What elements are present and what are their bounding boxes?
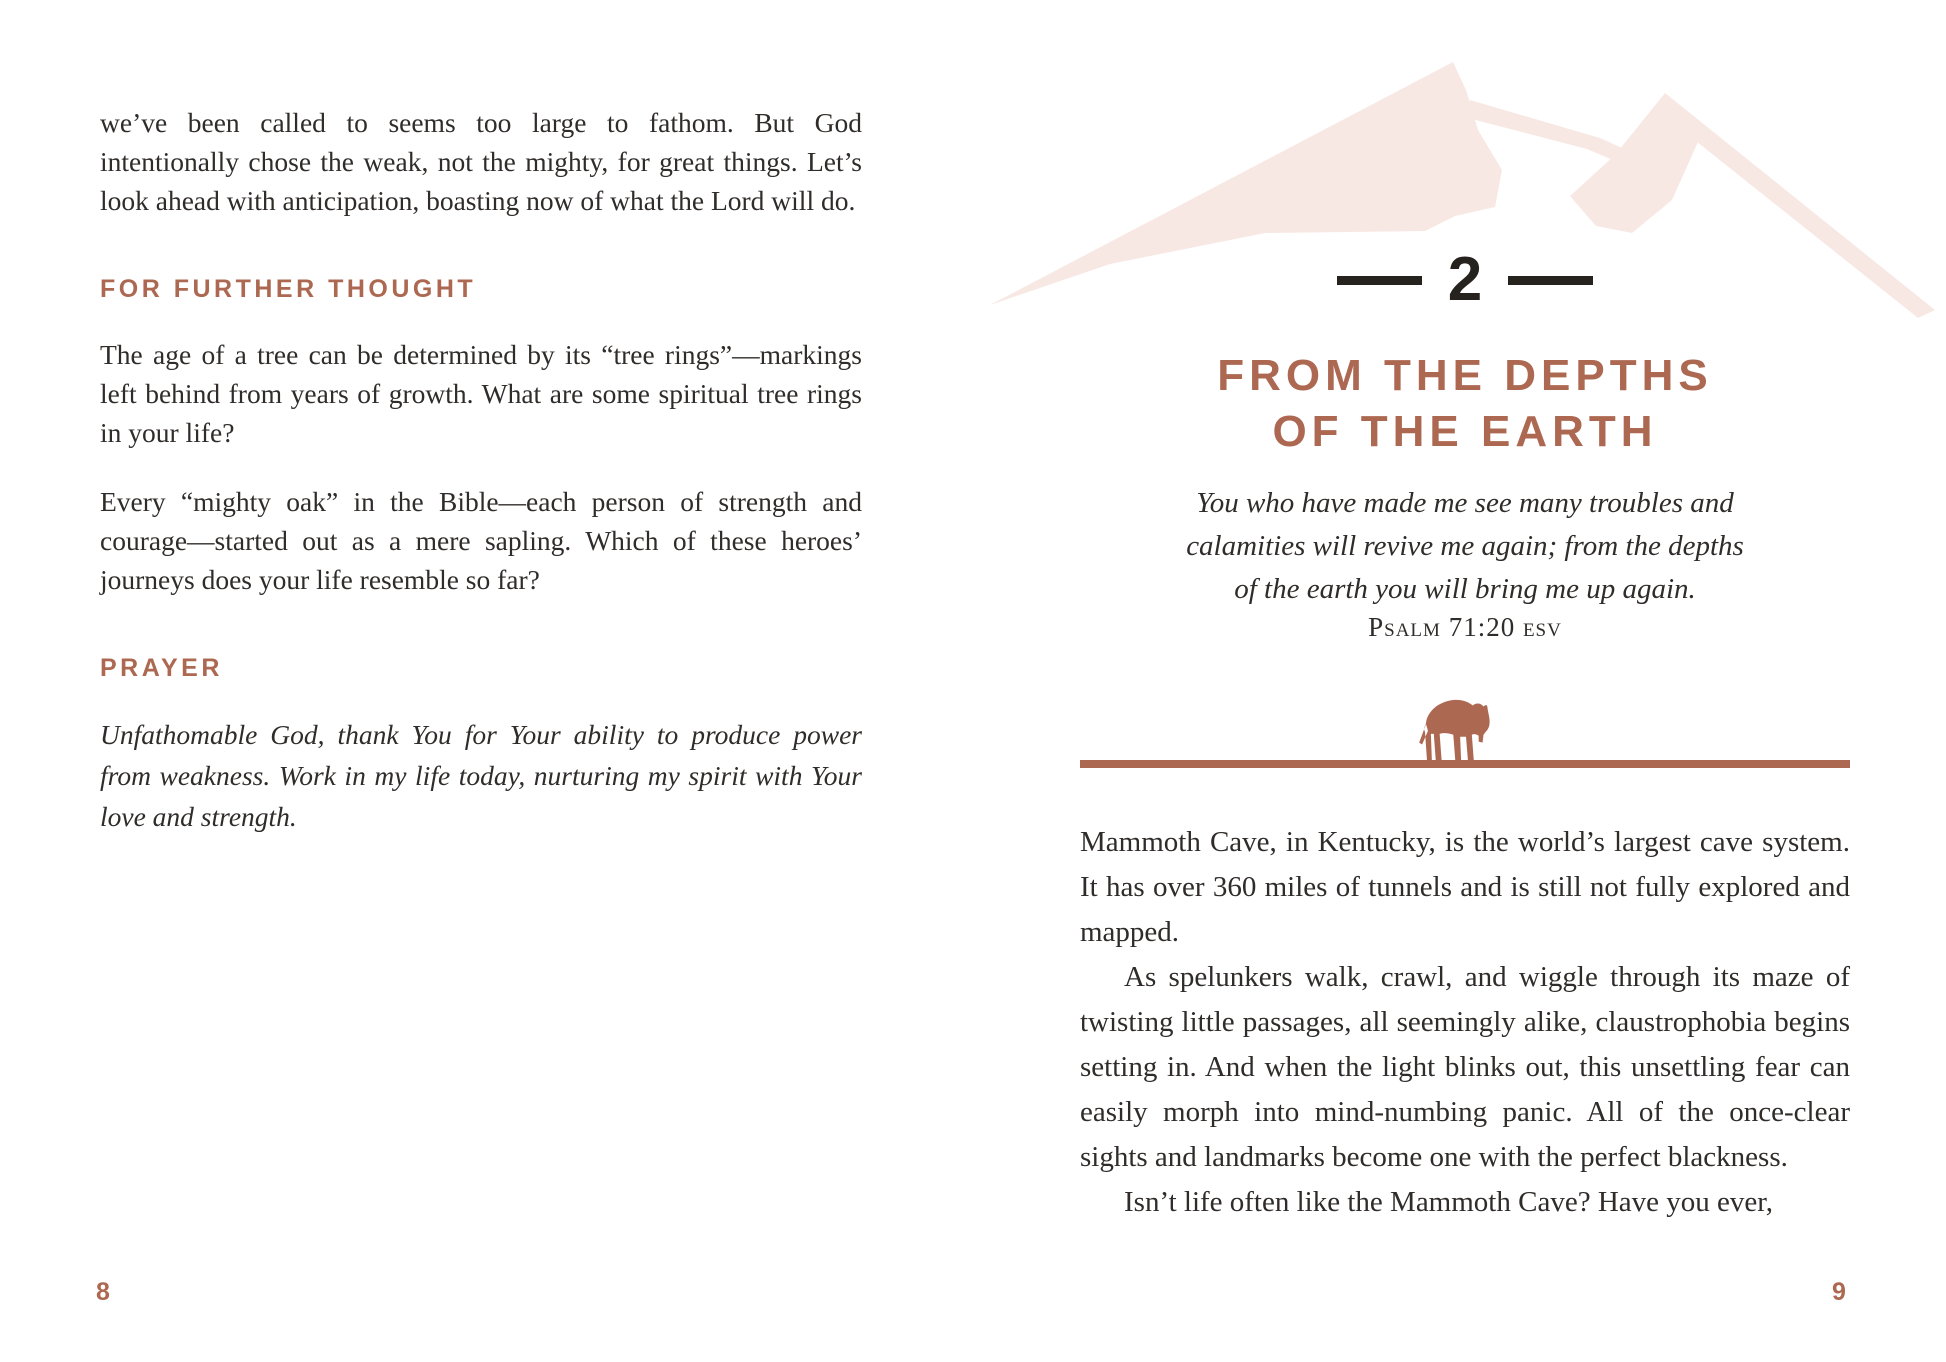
divider-rule (1080, 760, 1850, 768)
further-thought-paragraph-2: Every “mighty oak” in the Bible—each person of strength and courage—started out as a mere sapling. Which of these heroes’ journeys does your life resemble so far? (100, 486, 862, 595)
chapter-title-line-1: FROM THE DEPTHS (1217, 351, 1713, 400)
scripture-book: Psalm (1368, 612, 1441, 642)
scripture-version: esv (1522, 612, 1562, 642)
scripture-reference (1080, 612, 1850, 643)
intro-paragraph: we’ve been called to seems too large to fathom. But God intentionally chose the weak, not the mighty, for great things. Let’s look ahead with anticipation, boasting now of what the Lord will do. (100, 107, 862, 216)
chapter-title (1080, 348, 1850, 460)
chapter-ornament (1080, 245, 1850, 315)
body-paragraph-3: Isn’t life often like the Mammoth Cave? Have you ever, (1124, 1186, 1773, 1218)
chapter-dash-left (1337, 276, 1422, 285)
scripture-quote (1080, 482, 1850, 611)
prayer-paragraph: Unfathomable God, thank You for Your ability to produce power from weakness. Work in my life today, nurturing my spirit with Your love and strength. (100, 719, 862, 832)
chapter-dash-right (1508, 276, 1593, 285)
page-left (100, 103, 862, 837)
chapter-number: 2 (1447, 245, 1483, 314)
body-paragraph-2: As spelunkers walk, crawl, and wiggle through its maze of twisting little passages, all seemingly alike, claustrophobia begins setting in. And when the light blinks out, this unsettling fear can easily morph into mind-numbing panic. All of the once-clear sights and landmarks become one with the perfect blackness. (1080, 961, 1850, 1173)
page-number-right: 9 (1832, 1278, 1846, 1306)
prayer-heading: PRAYER (100, 654, 223, 682)
scripture-line-1: You who have made me see many troubles and (1196, 487, 1734, 519)
chapter-body (1080, 820, 1850, 1225)
page-number-left: 8 (96, 1278, 110, 1306)
further-thought-paragraph-1: The age of a tree can be determined by its “tree rings”—markings left behind from years of growth. What are some spiritual tree rings in your life? (100, 339, 862, 448)
scripture-line-3: of the earth you will bring me up again. (1234, 573, 1696, 605)
chapter-title-line-2: OF THE EARTH (1272, 407, 1658, 456)
scripture-verse: 71:20 (1448, 612, 1516, 642)
bison-icon (1406, 688, 1524, 766)
scripture-line-2: calamities will revive me again; from the depths (1186, 530, 1744, 562)
body-paragraph-1: Mammoth Cave, in Kentucky, is the world’s largest cave system. It has over 360 miles of tunnels and is still not fully explored and mapped. (1080, 826, 1850, 948)
page-right (1080, 0, 1850, 1362)
further-thought-heading: FOR FURTHER THOUGHT (100, 275, 477, 303)
